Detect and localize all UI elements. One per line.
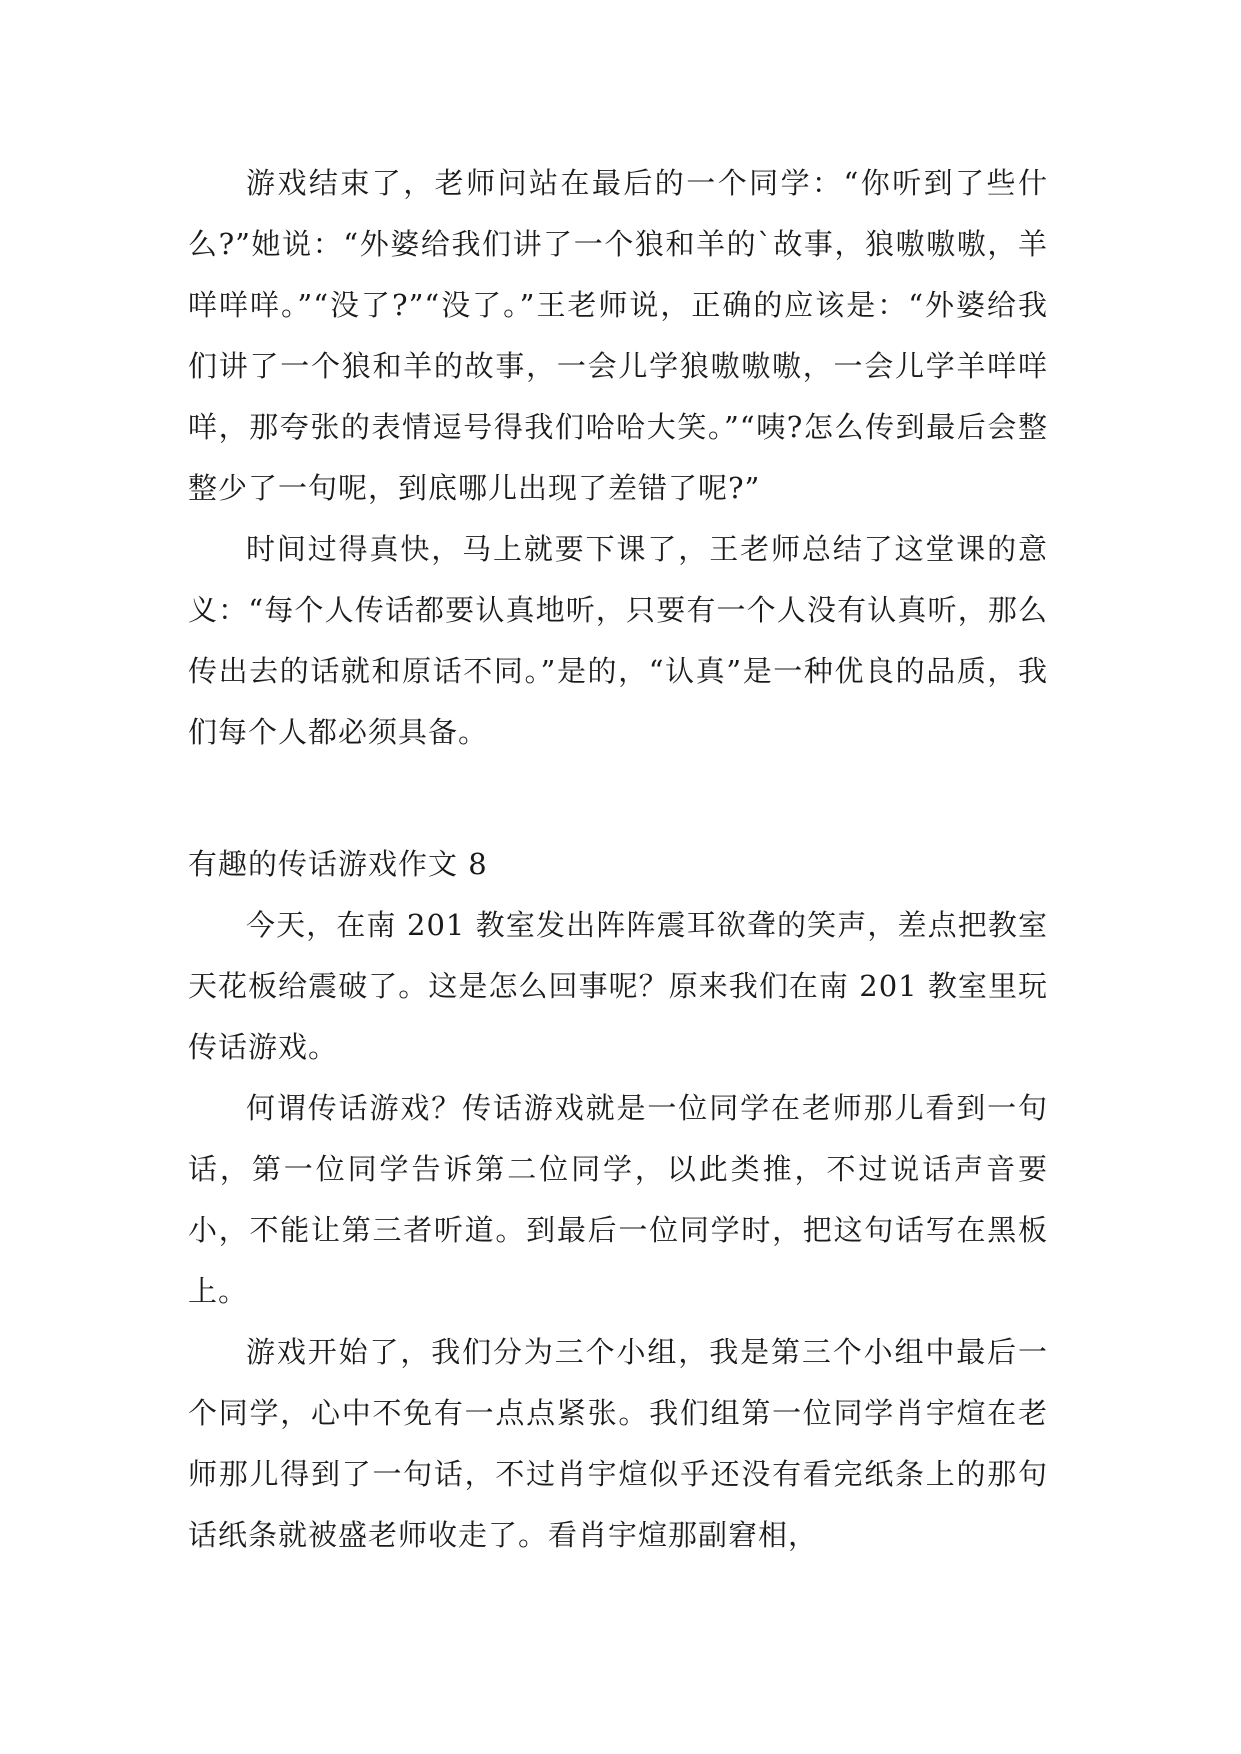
paragraph-classroom-laughter: 今天，在南 201 教室发出阵阵震耳欲聋的笑声，差点把教室天花板给震破了。这是怎么回事呢？原来我们在南 201 教室里玩传话游戏。 xyxy=(188,908,1048,1064)
paragraph-game-ended: 游戏结束了，老师问站在最后的一个同学：“你听到了些什么?”她说：“外婆给我们讲了一个狼和羊的`故事，狼嗷嗷嗷，羊咩咩咩。”“没了?”“没了。”王老师说，正确的应该是：“外婆给我们讲了一个狼和羊的故事，一会儿学狼嗷嗷嗷，一会儿学羊咩咩咩，那夸张的表情逗号得我们哈哈大笑。”“咦?怎么传到最后会整整少了一句呢，到底哪儿出现了差错了呢?” xyxy=(188,166,1048,505)
section-spacer xyxy=(188,763,1048,834)
document-page xyxy=(188,153,1048,1566)
paragraph-lesson-summary: 时间过得真快，马上就要下课了，王老师总结了这堂课的意义：“每个人传话都要认真地听，只要有一个人没有认真听，那么传出去的话就和原话不同。”是的，“认真”是一种优良的品质，我们每个人都必须具备。 xyxy=(188,532,1048,749)
paragraph-game-start: 游戏开始了，我们分为三个小组，我是第三个小组中最后一个同学，心中不免有一点点紧张。我们组第一位同学肖宇煊在老师那儿得到了一句话，不过肖宇煊似乎还没有看完纸条上的那句话纸条就被盛老师收走了。看肖宇煊那副窘相， xyxy=(188,1335,1048,1552)
essay-title: 有趣的传话游戏作文 8 xyxy=(188,847,488,881)
paragraph-game-definition: 何谓传话游戏？传话游戏就是一位同学在老师那儿看到一句话，第一位同学告诉第二位同学，以此类推，不过说话声音要小，不能让第三者听道。到最后一位同学时，把这句话写在黑板上。 xyxy=(188,1091,1048,1308)
